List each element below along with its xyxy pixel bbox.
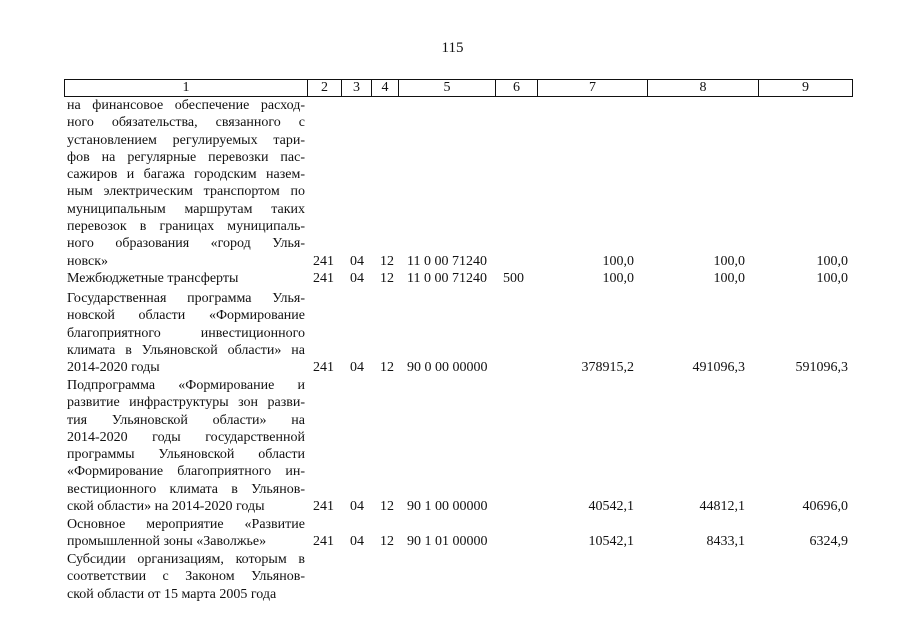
description-line: ской области» на 2014-2020 годы [67,499,265,515]
description-line: Межбюджетные трансферты [67,271,239,286]
description-line: на финансовое обеспечение расход- [67,98,305,113]
description-line: 2014-2020 годы государственной [67,429,305,445]
description-line: промышленной зоны «Заволжье» [67,534,267,550]
description-line: 2014-2020 годы [67,360,160,376]
description-line: благоприятного инвестиционного [67,325,305,341]
description-line: ным электрическим транспортом по [67,184,305,200]
column-header-5: 5 [399,80,496,97]
cell-amount-col7: 10542,1 [588,534,634,550]
description-line: новской области «Формирование [67,308,305,324]
description-line: Основное мероприятие «Развитие [67,517,305,532]
cell-target-item: 11 0 00 71240 [407,271,487,286]
cell-subsection: 12 [380,534,394,550]
description-line: фов на регулярные перевозки пас- [67,149,305,165]
description-line: перевозок в границах муниципаль- [67,219,305,235]
column-header-6: 6 [496,80,538,97]
cell-amount-col8: 491096,3 [692,360,745,376]
cell-ministry-code: 241 [313,271,334,286]
cell-section: 04 [350,271,364,286]
cell-amount-col7: 100,0 [602,253,634,269]
cell-ministry-code: 241 [313,253,334,269]
cell-subsection: 12 [380,271,394,286]
cell-amount-col9: 591096,3 [795,360,848,376]
row-description [67,551,305,603]
page-number: 115 [441,40,464,56]
description-line: установлением регулируемых тари- [67,132,305,148]
cell-ministry-code: 241 [313,499,334,515]
cell-amount-col8: 8433,1 [706,534,745,550]
description-line: развитие инфраструктуры зон разви- [67,395,305,411]
column-header-4: 4 [372,80,399,97]
cell-amount-col9: 100,0 [816,253,848,269]
cell-amount-col7: 378915,2 [581,360,634,376]
cell-subsection: 12 [380,253,394,269]
description-line: Субсидии организациям, которым в [67,552,305,567]
cell-subsection: 12 [380,360,394,376]
cell-amount-col9: 6324,9 [809,534,848,550]
description-line: муниципальным маршрутам таких [67,201,305,217]
row-description [67,516,305,551]
cell-target-item: 90 0 00 00000 [407,360,488,376]
cell-target-item: 90 1 01 00000 [407,534,488,550]
column-header-3: 3 [342,80,372,97]
column-header-1: 1 [65,80,308,97]
cell-amount-col7: 40542,1 [588,499,634,515]
row-description [67,290,305,376]
cell-section: 04 [350,360,364,376]
cell-subsection: 12 [380,499,394,515]
cell-amount-col8: 44812,1 [699,499,745,515]
cell-target-item: 90 1 00 00000 [407,499,488,515]
cell-amount-col9: 40696,0 [802,499,848,515]
description-line: ного обязательства, связанного с [67,115,305,131]
description-line: «Формирование благоприятного ин- [67,464,305,480]
description-line: Подпрограмма «Формирование и [67,378,305,393]
row-description [67,377,305,515]
cell-amount-col8: 100,0 [713,253,745,269]
description-line: вестиционного климата в Ульянов- [67,481,305,497]
description-line: ской области от 15 марта 2005 года [67,586,277,602]
column-header-row [64,79,853,97]
cell-amount-col8: 100,0 [713,271,745,286]
cell-expense-type: 500 [503,271,524,286]
description-line: сажиров и багажа городским назем- [67,167,305,183]
column-header-2: 2 [308,80,342,97]
description-line: ного образования «город Улья- [67,236,305,252]
cell-ministry-code: 241 [313,534,334,550]
cell-section: 04 [350,253,364,269]
cell-amount-col7: 100,0 [602,271,634,286]
description-line: новск» [67,253,109,269]
column-header-8: 8 [648,80,759,97]
description-line: программы Ульяновской области [67,447,305,463]
row-description [67,97,305,270]
cell-section: 04 [350,499,364,515]
description-line: климата в Ульяновской области» на [67,342,305,358]
row-description [67,270,305,287]
description-line: тия Ульяновской области» на [67,412,305,428]
description-line: соответствии с Законом Ульянов- [67,569,305,585]
cell-amount-col9: 100,0 [816,271,848,286]
column-header-7: 7 [538,80,648,97]
description-line: Государственная программа Улья- [67,291,305,306]
cell-section: 04 [350,534,364,550]
cell-ministry-code: 241 [313,360,334,376]
cell-target-item: 11 0 00 71240 [407,253,487,269]
column-header-9: 9 [759,80,853,97]
